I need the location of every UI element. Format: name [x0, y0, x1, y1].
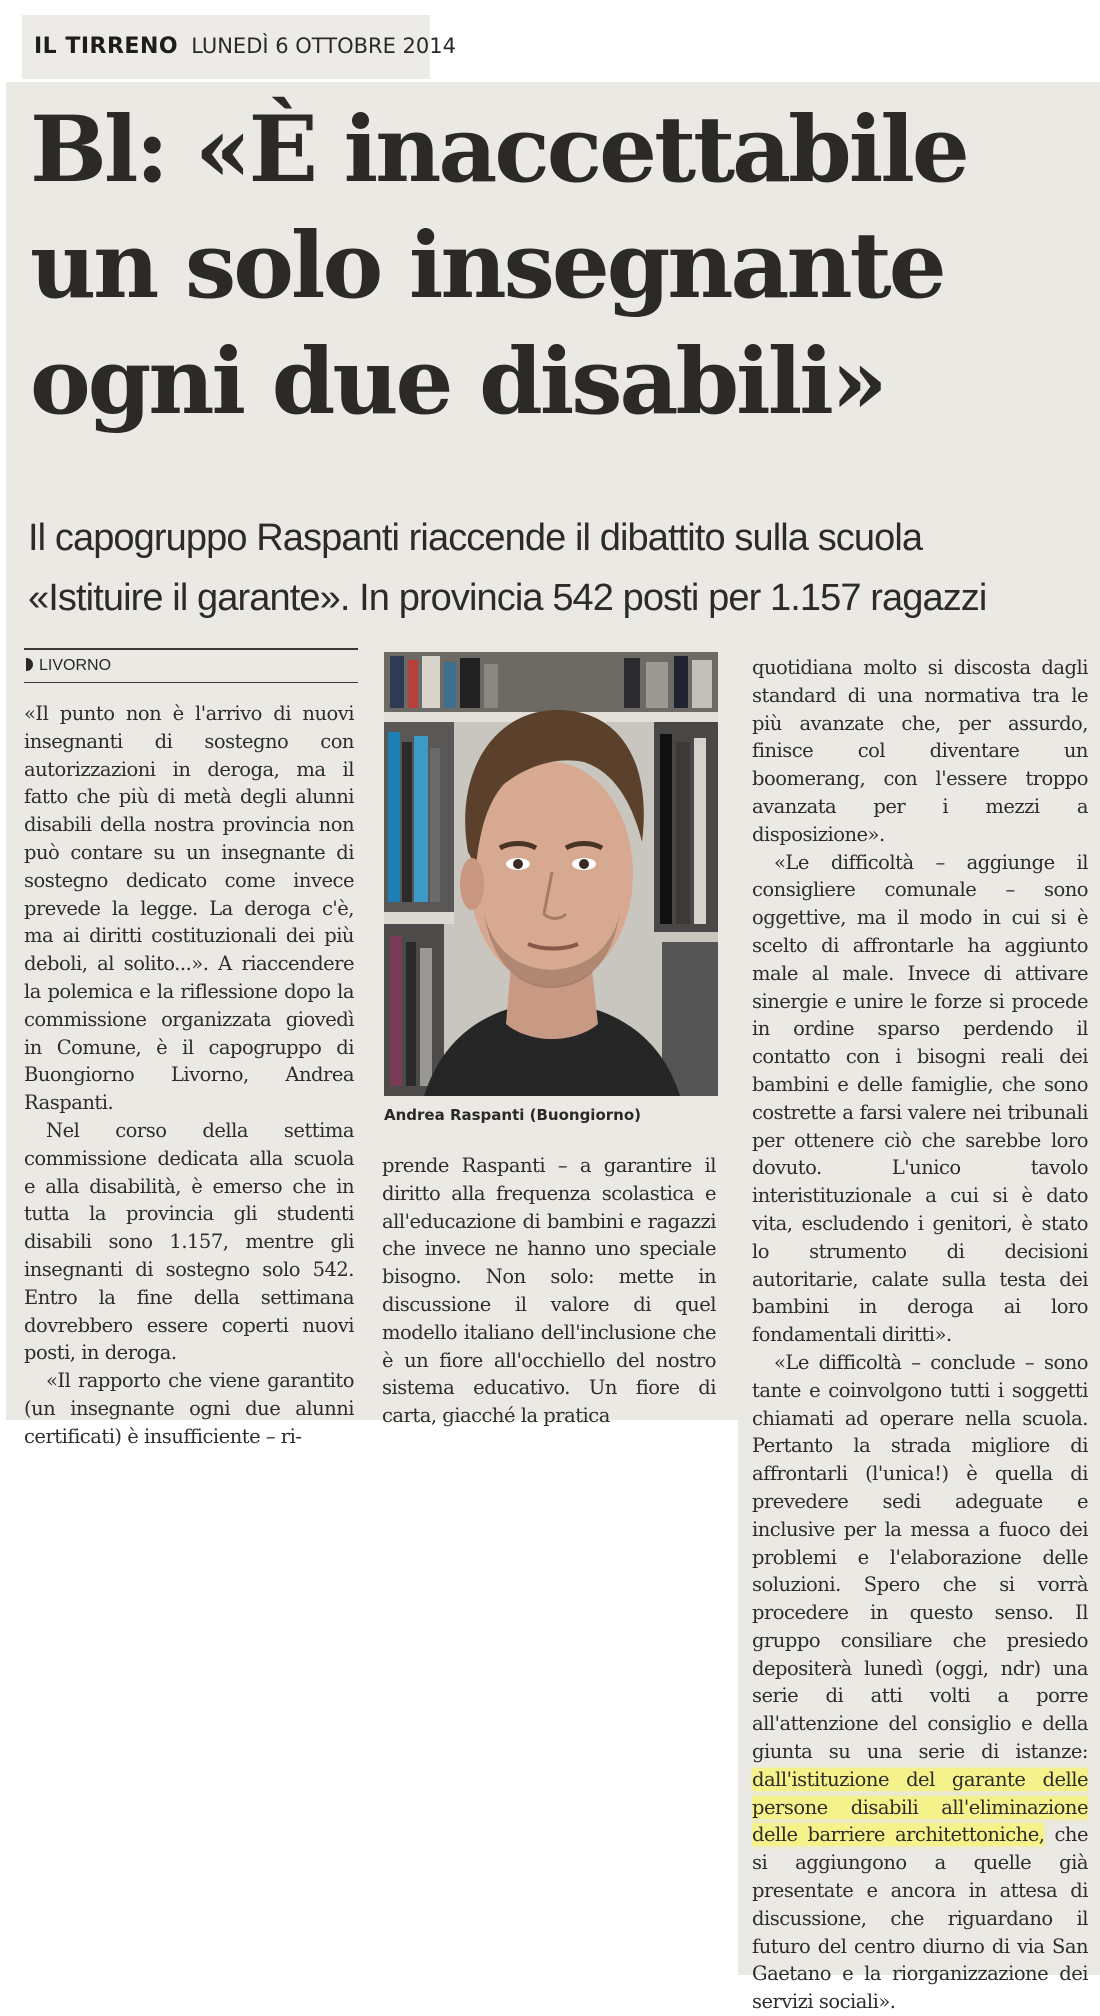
headline-line-1: Bl: «È inaccettabile: [30, 97, 967, 203]
paragraph: Nel corso della settima commissione dedicata alla scuola e alla disabilità, è emerso che in tutta la provincia gli studenti disabili sono 1.157, mentre gli insegnanti di sostegno solo 542. Entro la fine della settimana dovrebbero essere coperti nuovi posti, in deroga.: [24, 1118, 354, 1365]
paragraph: «Le difficoltà – aggiunge il consigliere comunale – sono oggettive, ma il modo in cui si è scelto di affrontarle ha aggiunto male al male. Invece di attivare sinergie e unire le forze si procede in ordine sparso perdendo il contatto con i bisogni reali dei bambini e delle famiglie, che sono costrette a farsi valere nei tribunali per ottenere ciò che sarebbe loro dovuto. L'unico tavolo interistituzionale a cui si è dato vita, escludendo i genitori, è stato lo strumento di decisioni autoritarie, calate sulla testa dei bambini in deroga ai loro fondamentali diritti».: [752, 850, 1088, 1347]
subheadline: [28, 508, 1098, 628]
article-column-left: [24, 700, 354, 1451]
headline: [30, 92, 1090, 440]
dateline-rule-top: [24, 648, 358, 650]
portrait-photo: [384, 652, 718, 1096]
dateline-text: LIVORNO: [39, 657, 112, 674]
article-column-right: [752, 654, 1088, 2016]
photo-caption: Andrea Raspanti (Buongiorno): [384, 1106, 641, 1124]
headline-line-2: un solo insegnante: [30, 213, 944, 319]
publication-date: LUNEDÌ 6 OTTOBRE 2014: [191, 34, 456, 58]
dateline-rule-bottom: [24, 682, 358, 683]
dateline-bullet-icon: [26, 658, 33, 671]
publication-name: IL TIRRENO: [34, 34, 179, 59]
paragraph-tail: che si aggiungono a quelle già presentate e ancora in attesa di discussione, che riguardano il futuro del centro diurno di via San Gaetano e la riorganizzazione dei servizi sociali».: [752, 1823, 1088, 2014]
paragraph-text: «Le difficoltà – conclude – sono tante e coinvolgono tutti i soggetti chiamati ad operare nella scuola. Pertanto la strada migliore di affrontarli (l'unica!) è quella di prevedere sedi adeguate e inclusive per la messa a fuoco dei problemi e l'elaborazione delle soluzioni. Spero che si vorrà procedere in questo senso. Il gruppo consiliare che presiedo depositerà lunedì (oggi, ndr) una serie di atti volti a porre all'attenzione del consiglio e della giunta su una serie di istanze:: [752, 1350, 1088, 1764]
dateline: [26, 657, 111, 675]
subheadline-line-2: «Istituire il garante». In provincia 542 posti per 1.157 ragazzi: [28, 577, 987, 619]
subheadline-line-1: Il capogruppo Raspanti riaccende il dibattito sulla scuola: [28, 517, 923, 559]
article-column-middle: [382, 1152, 716, 1430]
portrait-image: [384, 652, 718, 1096]
paragraph: «Il rapporto che viene garantito (un insegnante ogni due alunni certificati) è insufficiente – ri-: [24, 1369, 354, 1448]
paragraph: «Il punto non è l'arrivo di nuovi insegnanti di sostegno con autorizzazioni in deroga, ma il fatto che più di metà degli alunni disabili della nostra provincia non può contare su un insegnante di sostegno dedicato come invece prevede la legge. La deroga c'è, ma ai diritti costituzionali dei più deboli, al solito...». A riaccendere la polemica e la riflessione dopo la commissione organizzata giovedì in Comune, è il capogruppo di Buongiorno Livorno, Andrea Raspanti.: [24, 702, 354, 1115]
highlighted-text: dall'istituzione del garante delle persone disabili all'eliminazione delle barriere architettoniche,: [752, 1767, 1088, 1847]
paragraph: quotidiana molto si discosta dagli standard di una normativa tra le più avanzate che, per assurdo, finisce col diventare un boomerang, con l'essere troppo avanzata per i mezzi a disposizione».: [752, 656, 1088, 846]
paragraph: prende Raspanti – a garantire il diritto alla frequenza scolastica e all'educazione di bambini e ragazzi che invece ne hanno uno speciale bisogno. Non solo: mette in discussione il valore di quel modello italiano dell'inclusione che è un fiore all'occhiello del nostro sistema educativo. Un fiore di carta, giacché la pratica: [382, 1154, 716, 1428]
masthead: [34, 34, 456, 59]
headline-line-3: ogni due disabili»: [30, 329, 885, 435]
paragraph: [752, 1349, 1088, 2016]
